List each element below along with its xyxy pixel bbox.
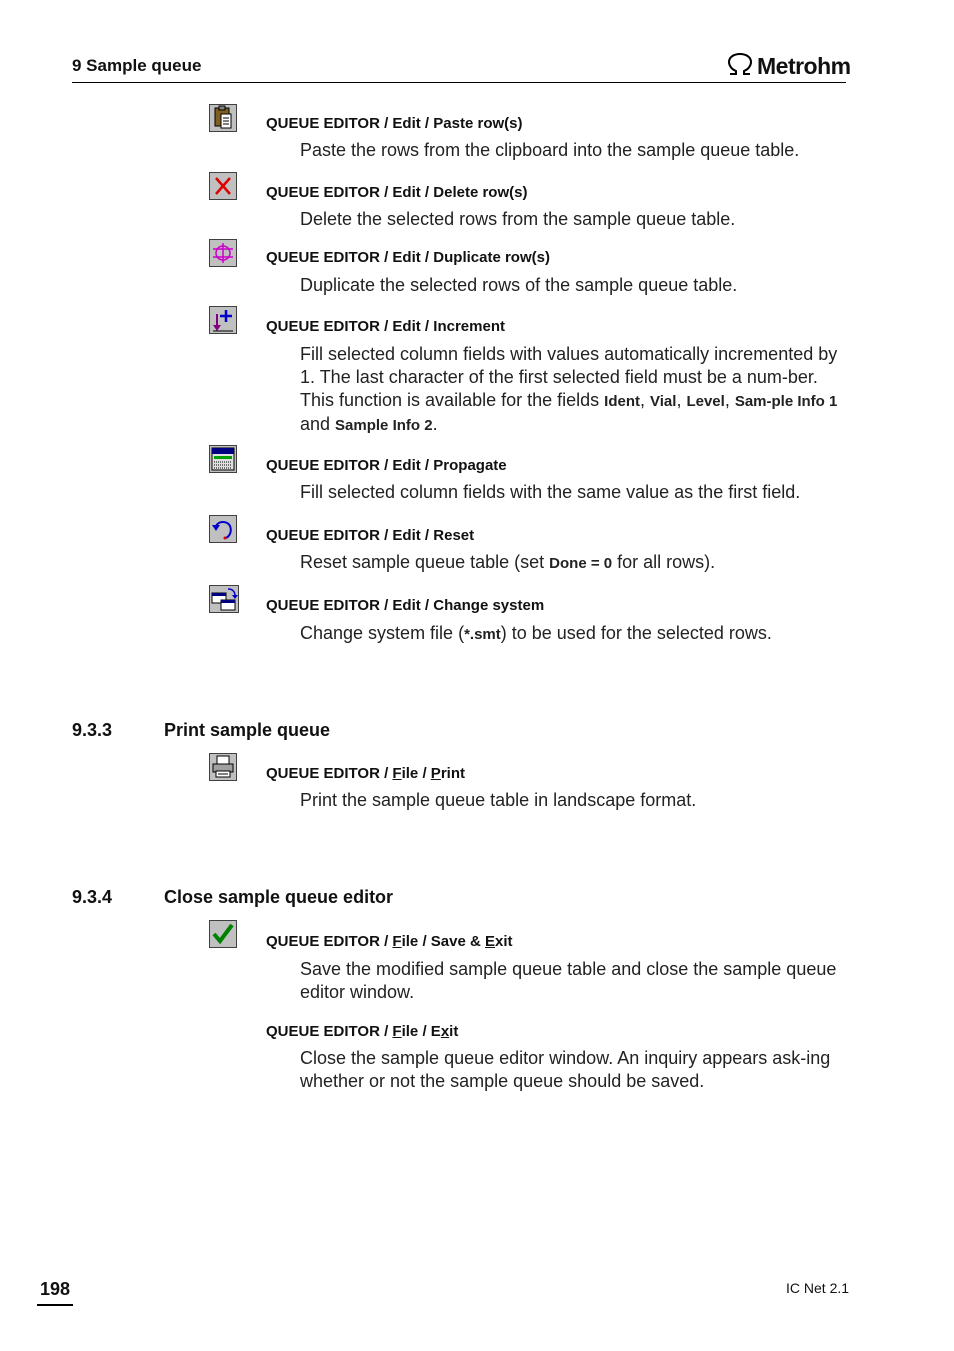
description-save-exit: Save the modified sample queue table and close the sample queue editor window. [300,959,837,1002]
duplicate-icon[interactable] [209,239,237,267]
description-propagate: Fill selected column fields with the same value as the first field. [300,482,801,502]
reset-icon[interactable] [209,515,237,543]
command-save-exit: QUEUE EDITOR / File / Save & Exit [266,933,513,950]
command-duplicate-rows: QUEUE EDITOR / Edit / Duplicate row(s) [266,249,550,266]
chapter-title: 9 Sample queue [72,56,202,75]
paste-icon[interactable] [209,104,237,132]
description-increment: Fill selected column fields with values automatically incremented by 1. The last character of the first selected field must be a num-ber. This function is available for the fields Ident, Vial, Level, Sam-ple Info 1 and Sample Info 2. [300,344,838,434]
description-paste-rows: Paste the rows from the clipboard into the sample queue table. [300,140,800,160]
delete-icon[interactable] [209,172,237,200]
change-system-icon[interactable] [209,585,239,613]
description-reset: Reset sample queue table (set Done = 0 for all rows). [300,552,716,572]
metrohm-logo [726,52,851,81]
logo-text: Metrohm [757,53,851,79]
section-number-334: 9.3.4 [72,887,113,907]
section-title-close: Close sample queue editor [164,887,394,907]
section-number-333: 9.3.3 [72,720,113,740]
description-exit: Close the sample queue editor window. An inquiry appears ask-ing whether or not the sample queue should be saved. [300,1048,831,1091]
command-change-system: QUEUE EDITOR / Edit / Change system [266,597,545,614]
description-duplicate-rows: Duplicate the selected rows of the sample queue table. [300,275,738,295]
description-print: Print the sample queue table in landscape format. [300,790,697,810]
save-exit-check-icon[interactable] [209,920,237,948]
command-print: QUEUE EDITOR / File / Print [266,765,465,782]
product-name: IC Net 2.1 [786,1280,850,1296]
command-delete-rows: QUEUE EDITOR / Edit / Delete row(s) [266,184,528,201]
command-propagate: QUEUE EDITOR / Edit / Propagate [266,457,507,474]
description-delete-rows: Delete the selected rows from the sample queue table. [300,209,736,229]
page-number-rule [37,1304,73,1306]
command-exit: QUEUE EDITOR / File / Exit [266,1023,459,1040]
section-title-print: Print sample queue [164,720,331,740]
metrohm-omega-icon [726,52,754,81]
command-increment: QUEUE EDITOR / Edit / Increment [266,318,505,335]
increment-icon[interactable] [209,306,237,334]
header-rule [72,82,846,83]
propagate-icon[interactable] [209,445,237,473]
printer-icon[interactable] [209,753,237,781]
command-paste-rows: QUEUE EDITOR / Edit / Paste row(s) [266,115,523,132]
command-reset: QUEUE EDITOR / Edit / Reset [266,527,475,544]
page-number: 198 [39,1279,71,1299]
description-change-system: Change system file (*.smt) to be used for the selected rows. [300,623,772,643]
